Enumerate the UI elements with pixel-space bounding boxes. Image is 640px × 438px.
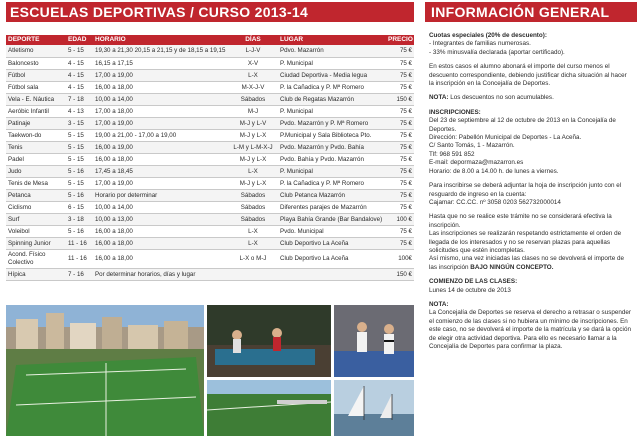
header-precio: PRECIO — [388, 36, 413, 43]
cell-horario: 17,00 a 18,00 — [93, 105, 228, 117]
cell-precio: 75 € — [386, 57, 414, 69]
town-photo — [6, 305, 204, 436]
photo-collage — [6, 305, 414, 436]
cell-deporte: Patinaje — [6, 117, 66, 129]
table-row — [6, 225, 414, 237]
cell-deporte: Tenis — [6, 141, 66, 153]
payment-block — [429, 182, 633, 207]
cell-dias: L-M y L-M-X-J — [228, 141, 278, 153]
table-row — [6, 141, 414, 153]
nota-text: Los descuentos no son acumulables. — [448, 94, 554, 102]
cell-horario: 16,00 a 18,00 — [93, 249, 228, 268]
cell-deporte: Baloncesto — [6, 57, 66, 69]
info-body — [425, 22, 637, 351]
start-block — [429, 278, 633, 295]
cell-dias: Sábados — [228, 213, 278, 225]
cell-edad: 5 - 15 — [66, 45, 93, 57]
cell-dias: Sábados — [228, 93, 278, 105]
cell-edad: 4 - 15 — [66, 81, 93, 93]
cell-lugar: Pvdo. Municipal — [278, 225, 386, 237]
cell-lugar: P. Municipal — [278, 165, 386, 177]
header-lugar: LUGAR — [278, 35, 386, 45]
cell-precio: 75 € — [386, 237, 414, 249]
cell-precio: 75 € — [386, 69, 414, 81]
cell-precio: 75 € — [386, 165, 414, 177]
cell-dias: M-J y L-V — [228, 117, 278, 129]
cell-edad: 5 - 15 — [66, 141, 93, 153]
inscripciones-title: INSCRIPCIONES: — [429, 108, 481, 116]
cell-edad: 5 - 15 — [66, 177, 93, 189]
cell-precio: 75 € — [386, 153, 414, 165]
cell-horario: 16,00 a 18,00 — [93, 153, 228, 165]
cell-deporte: Ciclismo — [6, 201, 66, 213]
cell-dias: L-X — [228, 69, 278, 81]
table-row — [6, 129, 414, 141]
cell-lugar: P. Municipal — [278, 57, 386, 69]
cell-lugar: Club Petanca Mazarrón — [278, 189, 386, 201]
cell-horario: 16,15 a 17,15 — [93, 57, 228, 69]
cuotas-block — [429, 32, 633, 57]
cell-dias: M-J y L-X — [228, 153, 278, 165]
table-row — [6, 237, 414, 249]
header-horario: HORARIO — [93, 35, 228, 45]
info-title: INFORMACIÓN GENERAL — [425, 2, 637, 22]
cell-dias: L-X — [228, 165, 278, 177]
cell-horario: 10,00 a 13,00 — [93, 213, 228, 225]
address-text: Dirección: Pabellón Municipal de Deportes - La Aceña. — [429, 134, 582, 142]
cell-deporte: Acond. Físico Colectivo — [6, 249, 66, 268]
cell-horario: 17,45 a 18,45 — [93, 165, 228, 177]
order-text: Las inscripciones se realizarán respetando estrictamente el orden de llegada de los interesados y no se reservan plazas para aquellas solicitudes que estén incompletas. — [429, 230, 622, 254]
nota-final-text: La Concejalía de Deportes se reserva el derecho a retrasar o suspender el comienzo de las clases si no hubiera un mínimo de inscripciones. En este caso, no se devolverá el importe de la matrícula y se dará la opción de elegir otra actividad deportiva. Para ello es necesario llamar a la Concejalía de Deportes para confirmar la plaza. — [429, 309, 631, 350]
cell-deporte: Atletismo — [6, 45, 66, 57]
cell-horario: 17,00 a 19,00 — [93, 177, 228, 189]
cell-edad: 3 - 18 — [66, 213, 93, 225]
schedule-table — [6, 35, 414, 281]
taekwondo-photo — [334, 305, 414, 377]
cell-horario: 16,00 a 18,00 — [93, 225, 228, 237]
patinaje-photo — [207, 305, 331, 377]
nota-final-label: NOTA: — [429, 300, 449, 308]
header-deporte: DEPORTE — [6, 35, 66, 45]
cell-deporte: Spinning Junior — [6, 237, 66, 249]
table-row — [6, 105, 414, 117]
cell-deporte: Tenis de Mesa — [6, 177, 66, 189]
table-row — [6, 45, 414, 57]
cell-deporte: Fútbol — [6, 69, 66, 81]
cell-lugar: P. la Cañadica y P. Mª Romero — [278, 81, 386, 93]
sports-schools-section — [6, 2, 414, 436]
cell-dias: L-J-V — [228, 45, 278, 57]
cell-precio: 75 € — [386, 189, 414, 201]
cell-dias: M-J — [228, 105, 278, 117]
cell-lugar: Playa Bahía Grande (Bar Bandalove) — [278, 213, 386, 225]
cell-dias: M-X-J-V — [228, 81, 278, 93]
cell-deporte: Hípica — [6, 268, 66, 280]
start-title: COMIENZO DE LAS CLASES: — [429, 278, 518, 286]
cell-horario: 10,00 a 14,00 — [93, 93, 228, 105]
cell-deporte: Surf — [6, 213, 66, 225]
cell-edad: 5 - 15 — [66, 153, 93, 165]
refund-text: Así mismo, una vez iniciadas las clases no se devolverá el importe de las inscripción BAJO NINGÚN CONCEPTO. — [429, 255, 624, 271]
cell-lugar: Diferentes parajes de Mazarrón — [278, 201, 386, 213]
cell-horario: Por determinar horarios, días y lugar — [93, 268, 386, 280]
start-date: Lunes 14 de octubre de 2013 — [429, 286, 511, 294]
nota-label: NOTA: — [429, 94, 449, 102]
cell-horario: 17,00 a 19,00 — [93, 69, 228, 81]
table-row — [6, 81, 414, 93]
cell-precio: 150 € — [386, 268, 414, 280]
cell-dias: X-V — [228, 57, 278, 69]
football-field-photo — [207, 380, 331, 436]
email-text: E-mail: depormaza@mazarron.es — [429, 159, 524, 167]
cell-edad: 5 - 15 — [66, 129, 93, 141]
cell-dias: Sábados — [228, 189, 278, 201]
cell-horario: 16,00 a 19,00 — [93, 141, 228, 153]
cell-horario: 16,00 a 18,00 — [93, 81, 228, 93]
cell-edad: 4 - 15 — [66, 69, 93, 81]
table-row — [6, 201, 414, 213]
cell-lugar: Club de Regatas Mazarrón — [278, 93, 386, 105]
table-row — [6, 189, 414, 201]
cell-deporte: Vela - E. Náutica — [6, 93, 66, 105]
cell-edad: 4 - 13 — [66, 105, 93, 117]
phone-text: Tlf: 968 591 852 — [429, 150, 475, 158]
cell-dias: M-J y L-X — [228, 129, 278, 141]
cell-precio: 75 € — [386, 81, 414, 93]
cell-precio: 75 € — [386, 45, 414, 57]
cell-edad: 5 - 16 — [66, 165, 93, 177]
cell-precio: 150 € — [386, 93, 414, 105]
table-row — [6, 117, 414, 129]
effective-text: Hasta que no se realice este trámite no se considerará efectiva la inscripción. — [429, 213, 612, 229]
cell-lugar: Club Deportivo La Aceña — [278, 249, 386, 268]
cell-dias: L-X — [228, 237, 278, 249]
schools-title: ESCUELAS DEPORTIVAS / CURSO 2013-14 — [6, 2, 414, 22]
table-header-row — [6, 35, 414, 45]
cell-precio: 75 € — [386, 141, 414, 153]
street-text: C/ Santo Tomás, 1 - Mazarrón. — [429, 142, 515, 150]
table-row — [6, 213, 414, 225]
cuotas-line-1: - Integrantes de familias numerosas. — [429, 40, 531, 48]
cell-edad: 6 - 15 — [66, 201, 93, 213]
cell-lugar: P.Municipal y Sala Biblioteca Pto. — [278, 129, 386, 141]
cell-dias: L-X o M-J — [228, 249, 278, 268]
cell-precio: 75 € — [386, 117, 414, 129]
general-info-section — [425, 2, 637, 436]
cell-precio: 100 € — [386, 213, 414, 225]
cell-horario: 16,00 a 18,00 — [93, 237, 228, 249]
cell-horario: 17,00 a 19,00 — [93, 117, 228, 129]
payment-text: Para inscribirse se deberá adjuntar la hoja de inscripción junto con el resguardo de ingreso en la cuenta: — [429, 182, 622, 198]
cuotas-title: Cuotas especiales (20% de descuento): — [429, 32, 547, 39]
table-row — [6, 153, 414, 165]
cell-edad: 11 - 16 — [66, 237, 93, 249]
cell-precio: 75 € — [386, 129, 414, 141]
office-hours: Horario: de 8.00 a 14.00 h. de lunes a viernes. — [429, 167, 559, 175]
inscripciones-dates: Del 23 de septiembre al 12 de octubre de 2013 en la Concejalía de Deportes. — [429, 117, 616, 133]
cell-deporte: Aeróbic Infantil — [6, 105, 66, 117]
cell-precio: 100€ — [386, 249, 414, 268]
cell-edad: 7 - 16 — [66, 268, 93, 280]
cell-horario: 10,00 a 14,00 — [93, 201, 228, 213]
cell-lugar: Pdvo. Mazarrón — [278, 45, 386, 57]
cell-dias: M-J y L-X — [228, 177, 278, 189]
cell-horario: Horario por determinar — [93, 189, 228, 201]
table-row — [6, 177, 414, 189]
cell-deporte: Taekwon-do — [6, 129, 66, 141]
cell-lugar: Pvdo. Mazarrón y P. Mª Romero — [278, 117, 386, 129]
header-edad: EDAD — [66, 35, 93, 45]
table-row — [6, 57, 414, 69]
cell-dias: L-X — [228, 225, 278, 237]
cell-edad: 11 - 16 — [66, 249, 93, 268]
table-row — [6, 93, 414, 105]
cell-lugar: Pvdo. Bahía y Pvdo. Mazarrón — [278, 153, 386, 165]
cell-precio: 75 € — [386, 177, 414, 189]
table-row — [6, 69, 414, 81]
cell-edad: 5 - 16 — [66, 189, 93, 201]
sailing-photo — [334, 380, 414, 436]
bank-account: Cajamar: CC.CC. nº 3058 0203 562732000014 — [429, 198, 561, 206]
cell-deporte: Voleibol — [6, 225, 66, 237]
header-dias: DÍAS — [228, 35, 278, 45]
cell-lugar: P. la Cañadica y P. Mª Romero — [278, 177, 386, 189]
cell-precio: 75 € — [386, 201, 414, 213]
cell-horario: 19,00 a 21,00 - 17,00 a 19,00 — [93, 129, 228, 141]
cell-edad: 4 - 15 — [66, 57, 93, 69]
table-row — [6, 268, 414, 280]
rules-block — [429, 213, 633, 272]
cell-precio: 75 € — [386, 225, 414, 237]
cell-edad: 7 - 18 — [66, 93, 93, 105]
cell-edad: 3 - 15 — [66, 117, 93, 129]
nota-final-block — [429, 301, 633, 351]
cell-deporte: Padel — [6, 153, 66, 165]
table-row — [6, 249, 414, 268]
cell-lugar: Club Deportivo La Aceña — [278, 237, 386, 249]
cell-horario: 19,30 a 21,30 20,15 a 21,15 y de 18,15 a 19,15 — [93, 45, 228, 57]
inscripciones-block — [429, 109, 633, 176]
cell-lugar: Ciudad Deportiva - Media legua — [278, 69, 386, 81]
cell-deporte: Petanca — [6, 189, 66, 201]
cell-deporte: Fútbol sala — [6, 81, 66, 93]
cell-lugar: P. Municipal — [278, 105, 386, 117]
cuotas-line-2: - 33% minusvalía declarada (aportar certificado). — [429, 48, 565, 56]
cell-dias: Sábados — [228, 201, 278, 213]
cell-edad: 5 - 16 — [66, 225, 93, 237]
cell-deporte: Judo — [6, 165, 66, 177]
table-row — [6, 165, 414, 177]
cuotas-description: En estos casos el alumno abonará el importe del curso menos el descuento correspondiente, debiendo justificar dicha situación al hacer la inscripción en la Concejalía de Deportes. — [429, 63, 627, 88]
nota-descuentos — [429, 94, 633, 102]
cell-lugar: Pvdo. Mazarrón y Pvdo. Bahía — [278, 141, 386, 153]
refund-emphasis: BAJO NINGÚN CONCEPTO. — [470, 263, 554, 271]
cell-precio: 75 € — [386, 105, 414, 117]
